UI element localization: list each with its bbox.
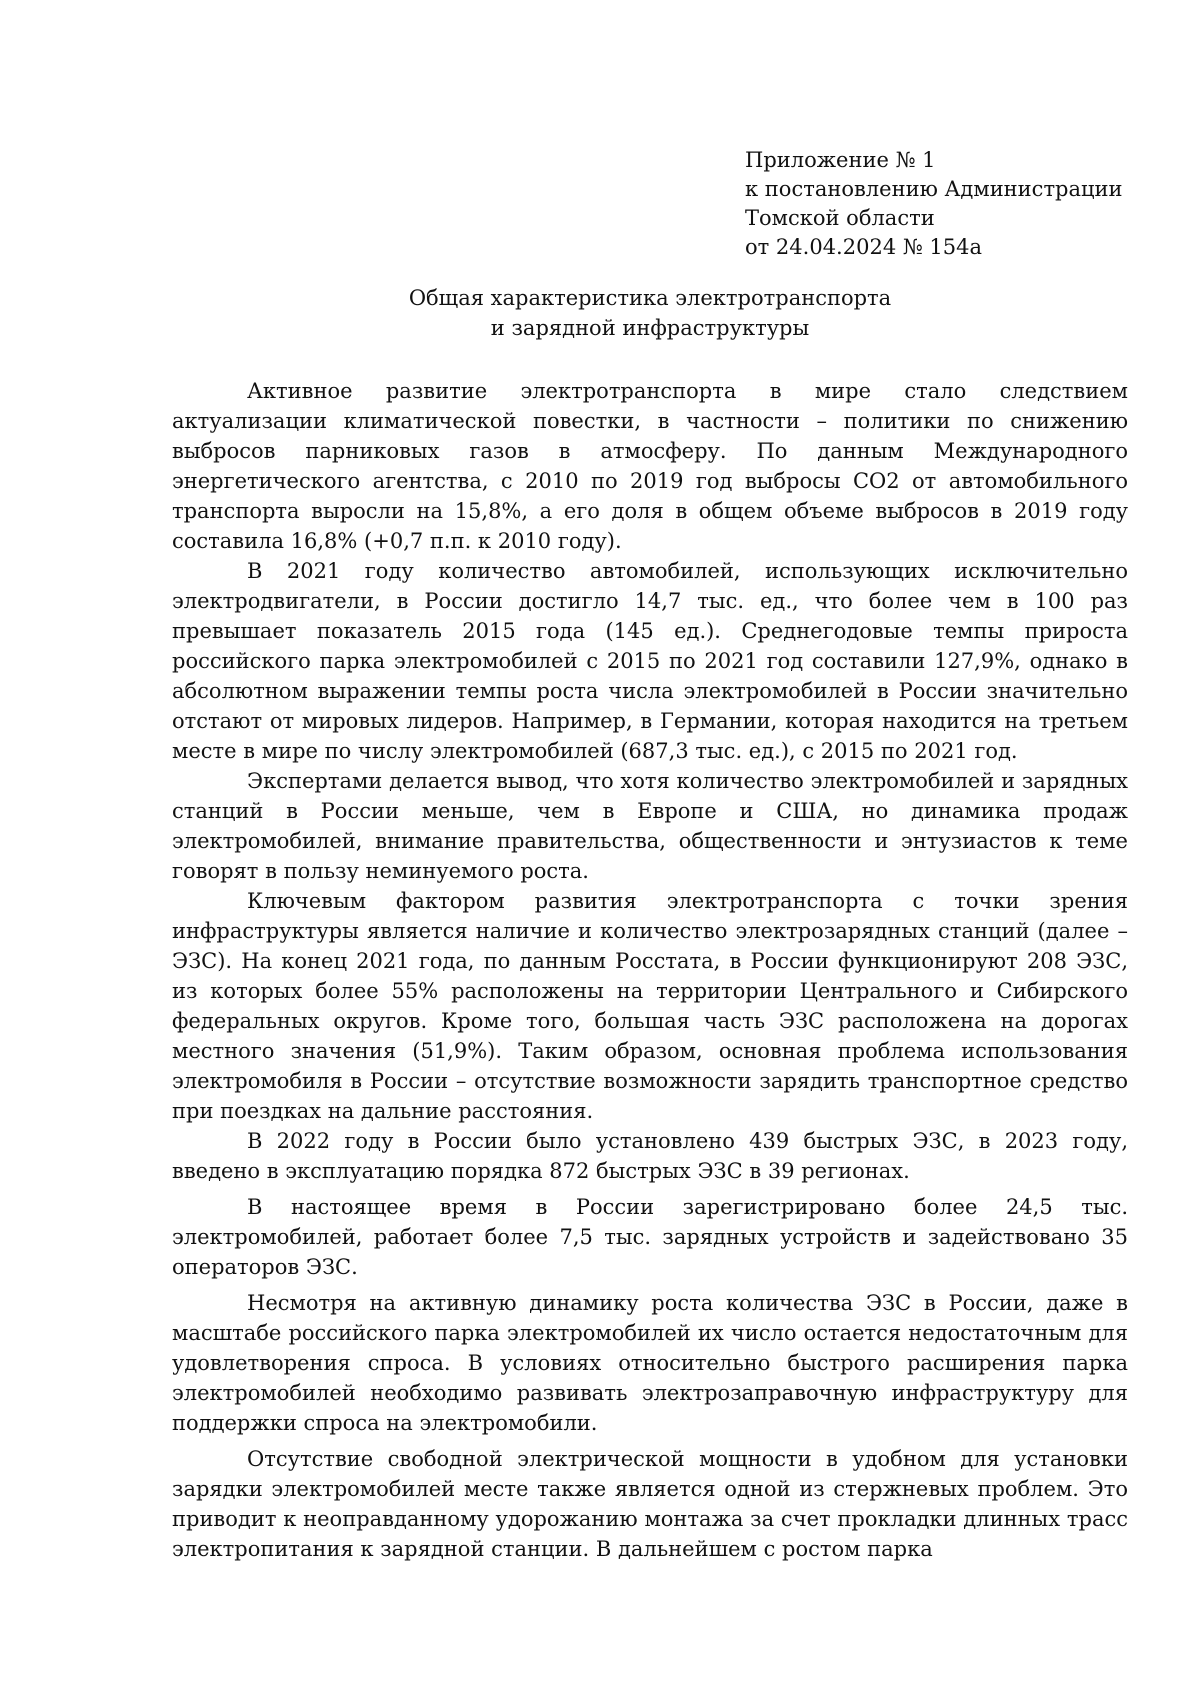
appendix-header: [745, 146, 1165, 262]
paragraph: Активное развитие электротранспорта в мире стало следствием актуализации климатической повестки, в частности – политики по снижению выбросов парниковых газов в атмосферу. По данным Международного энергетического агентства, с 2010 по 2019 год выбросы CO2 от автомобильного транспорта выросли на 15,8%, а его доля в общем объеме выбросов в 2019 году составила 16,8% (+0,7 п.п. к 2010 году).: [172, 379, 1128, 553]
title-line-2: и зарядной инфраструктуры: [490, 316, 810, 340]
paragraph: Несмотря на активную динамику роста количества ЭЗС в России, даже в масштабе российского парка электромобилей их число остается недостаточным для удовлетворения спроса. В условиях относительно быстрого расширения парка электромобилей необходимо развивать электрозаправочную инфраструктуру для поддержки спроса на электромобили.: [172, 1291, 1128, 1435]
paragraph: Отсутствие свободной электрической мощности в удобном для установки зарядки электромобилей месте также является одной из стержневых проблем. Это приводит к неоправданному удорожанию монтажа за счет прокладки длинных трасс электропитания к зарядной станции. В дальнейшем с ростом парка: [172, 1447, 1128, 1561]
paragraph: В настоящее время в России зарегистрировано более 24,5 тыс. электромобилей, работает более 7,5 тыс. зарядных устройств и задействовано 35 операторов ЭЗС.: [172, 1195, 1128, 1279]
title-line-1: Общая характеристика электротранспорта: [408, 286, 892, 310]
appendix-number: Приложение № 1: [745, 148, 936, 172]
paragraph: В 2022 году в России было установлено 439 быстрых ЭЗС, в 2023 году, введено в эксплуатацию порядка 872 быстрых ЭЗС в 39 регионах.: [172, 1129, 1128, 1183]
appendix-date-number: от 24.04.2024 № 154а: [745, 235, 982, 259]
paragraph: Ключевым фактором развития электротранспорта с точки зрения инфраструктуры является наличие и количество электрозарядных станций (далее – ЭЗС). На конец 2021 года, по данным Росстата, в России функционируют 208 ЭЗС, из которых более 55% расположены на территории Центрального и Сибирского федеральных округов. Кроме того, большая часть ЭЗС расположена на дорогах местного значения (51,9%). Таким образом, основная проблема использования электромобиля в России – отсутствие возможности зарядить транспортное средство при поездках на дальние расстояния.: [172, 889, 1128, 1123]
document-body: [172, 376, 1128, 1564]
appendix-resolution: к постановлению Администрации: [745, 177, 1123, 201]
document-title: [172, 283, 1128, 343]
paragraph: Экспертами делается вывод, что хотя количество электромобилей и зарядных станций в России меньше, чем в Европе и США, но динамика продаж электромобилей, внимание правительства, общественности и энтузиастов к теме говорят в пользу неминуемого роста.: [172, 769, 1128, 883]
appendix-region: Томской области: [745, 206, 935, 230]
paragraph: В 2021 году количество автомобилей, использующих исключительно электродвигатели, в России достигло 14,7 тыс. ед., что более чем в 100 раз превышает показатель 2015 года (145 ед.). Среднегодовые темпы прироста российского парка электромобилей с 2015 по 2021 год составили 127,9%, однако в абсолютном выражении темпы роста числа электромобилей в России значительно отстают от мировых лидеров. Например, в Германии, которая находится на третьем месте в мире по числу электромобилей (687,3 тыс. ед.), с 2015 по 2021 год.: [172, 559, 1128, 763]
